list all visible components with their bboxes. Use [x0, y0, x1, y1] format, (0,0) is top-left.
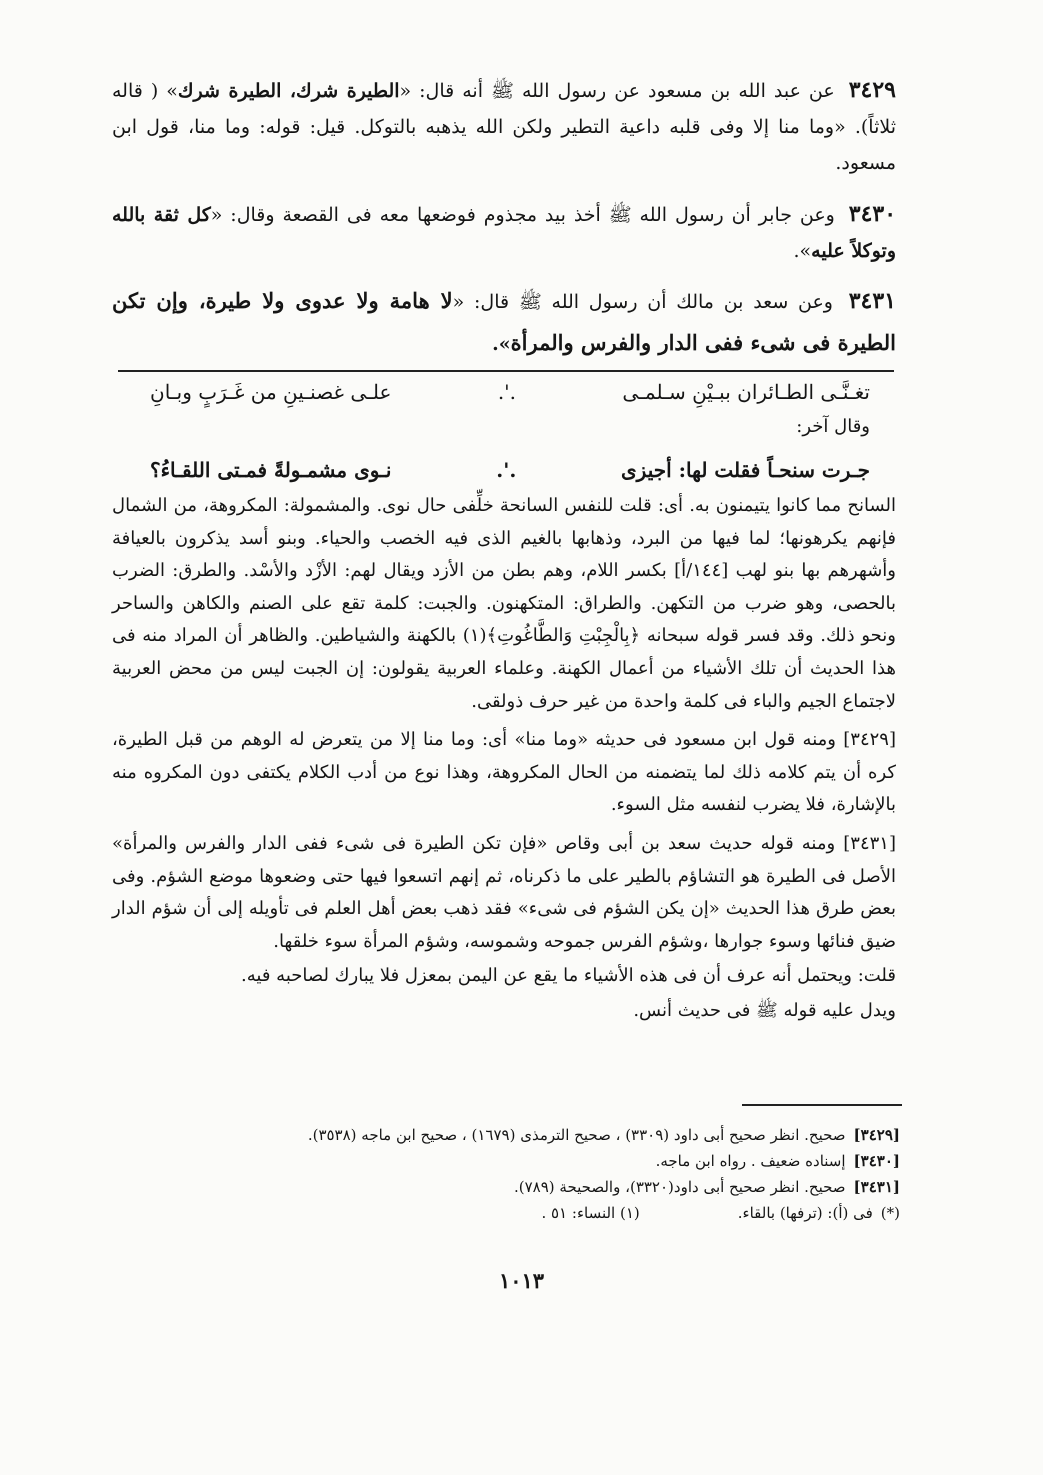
hadith-rest: » ( قاله ثلاثاً). «وما منا إلا وفى قلبه داعية التطير ولكن الله يذهبه بالتوكل. قيل: قوله: وما منا، قول ابن مسعود. [112, 80, 896, 174]
footnote-divider [742, 1104, 902, 1106]
hadith-intro: وعن سعد بن مالك أن رسول الله ﷺ قال: « [452, 291, 833, 313]
footnote-ref: [٣٤٣٠] [853, 1152, 900, 1170]
footnote-ref: [٣٤٢٩] [853, 1126, 900, 1144]
section-divider [118, 370, 894, 372]
commentary-paragraph: السانح مما كانوا يتيمنون به. أى: قلت للنفس السانحة خلِّفى حال نوى. والمشمولة: المكروهة، من الشمال فإنهم يكرهونها؛ لما فيها من البرد، وذهابها بالغيم الذى فيه الخصب والحياء. وبنو أسد يذكرون بالعيافة وأشهرهم بها بنو لهب [١٤٤/أ] بكسر اللام، وهم بطن من الأزد ويقال لهم: الأزْد والأسْد. والطرق: الضرب بالحصى، وهو ضرب من التكهن. والطراق: المتكهنون. والجبت: كلمة تقع على الصنم والكاهن والساحر ونحو ذلك. وقد فسر قوله سبحانه ﴿بِالْجِبْتِ وَالطَّاغُوتِ﴾(١) بالكهنة والشياطين. والظاهر أن المراد منه فى هذا الحديث أن تلك الأشياء من أعمال الكهنة. وعلماء العربية يقولون: إن الجبت ليس من محض العربية لاجتماع الجيم والباء فى كلمة واحدة من غير حرف ذولقى. [112, 495, 897, 712]
verse-hemistich-second: نـوى مشمـولةً فمـتى اللقـاءُ؟ [150, 458, 392, 482]
footnote-text: فى (أ): (ترفها) بالقاء. [737, 1204, 873, 1222]
hadith-intro: وعن جابر أن رسول الله ﷺ أخذ بيد مجذوم فوضعها معه فى القصعة وقال: « [210, 204, 835, 226]
footnote-text: صحيح. انظر صحيح أبى داود(٣٣٢٠)، والصحيحة (٧٨٩). [514, 1178, 846, 1196]
hadith-3430 [112, 196, 896, 269]
hadith-text-bold: لا هامة ولا عدوى ولا طيرة، وإن تكن الطيرة فى شىء ففى الدار والفرس والمرأة [112, 288, 896, 355]
footnote [180, 1148, 900, 1174]
hadith-intro: عن عبد الله بن مسعود عن رسول الله ﷺ أنه قال: « [399, 80, 835, 102]
footnote [180, 1122, 900, 1148]
commentary-paragraph: [٣٤٣١] ومنه قوله حديث سعد بن أبى وقاص «فإن تكن الطيرة فى شىء ففى الدار والفرس والمرأة» الأصل فى الطيرة هو التشاؤم بالطير على ما ذكرناه، ثم إنهم اتسعوا فيها حتى وضعوها موضع الشؤم. وفى بعض طرق هذا الحديث «إن يكن الشؤم فى شىء» فقد ذهب بعض أهل العلم فى تأويله إلى أن شؤم الدار ضيق فنائها وسوء جوارها ،وشؤم الفرس جموحه وشموسه، وشؤم المرأة سوء خلقها. [112, 832, 896, 952]
footnote-ref: (*) [880, 1204, 900, 1222]
page-number: ١٠١٣ [498, 1268, 545, 1293]
verse-hemistich-first: جـرت سنحـاً فقلت لها: أجيزى [621, 458, 870, 482]
footnote [180, 1200, 900, 1226]
hadith-rest: ». [492, 333, 511, 355]
verse-hemistich-first: تغـنَّـى الطـائران ببـيْنِ سـلمـى [622, 380, 870, 404]
footnote-text: إسناده ضعيف . رواه ابن ماجه. [655, 1152, 846, 1170]
footnotes [180, 1122, 900, 1226]
hadith-text-bold: كل ثقة بالله وتوكلاً عليه [112, 204, 896, 262]
footnote-ref: [٣٤٣١] [853, 1178, 900, 1196]
verse-hemistich-second: علـى غصنـينِ من غَـرَبٍ وبـانِ [150, 380, 392, 404]
footnote-text: صحيح. انظر صحيح أبى داود (٣٣٠٩) ، صحيح الترمذى (١٦٧٩) ، صحيح ابن ماجه (٣٥٣٨). [307, 1126, 846, 1144]
hadith-number: ٣٤٣٠ [848, 201, 897, 227]
verse-separator: .'. [496, 458, 517, 482]
verse-intro: وقال آخر: [796, 416, 870, 437]
verse-line-1 [150, 380, 870, 404]
verse-separator: .'. [497, 380, 517, 404]
commentary-paragraph: [٣٤٢٩] ومنه قول ابن مسعود فى حديثه «وما منا» أى: وما منا إلا من يتعرض له الوهم من قبل الطيرة، كره أن يتم كلامه ذلك لما يتضمنه من الحال المكروهة، وهذا نوع من أدب الكلام يكتفى دون المكروه منه بالإشارة، فلا يضرب لنفسه مثل السوء. [112, 729, 896, 816]
verse-line-2 [150, 458, 870, 482]
commentary-paragraph: ويدل عليه قوله ﷺ فى حديث أنس. [633, 999, 896, 1021]
hadith-text-bold: الطيرة شرك، الطيرة شرك [177, 80, 400, 102]
hadith-number: ٣٤٢٩ [848, 77, 896, 103]
footnote-extra: (١) النساء: ٥١ . [541, 1204, 640, 1222]
hadith-3431 [112, 280, 896, 364]
commentary-paragraph: قلت: ويحتمل أنه عرف أن فى هذه الأشياء ما يقع عن اليمن بمعزل فلا يبارك لصاحبه فيه. [241, 965, 896, 987]
hadith-number: ٣٤٣١ [848, 288, 896, 314]
hadith-rest: ». [793, 240, 812, 262]
hadith-3429 [112, 72, 896, 181]
footnote [180, 1174, 900, 1200]
commentary [112, 490, 896, 1028]
